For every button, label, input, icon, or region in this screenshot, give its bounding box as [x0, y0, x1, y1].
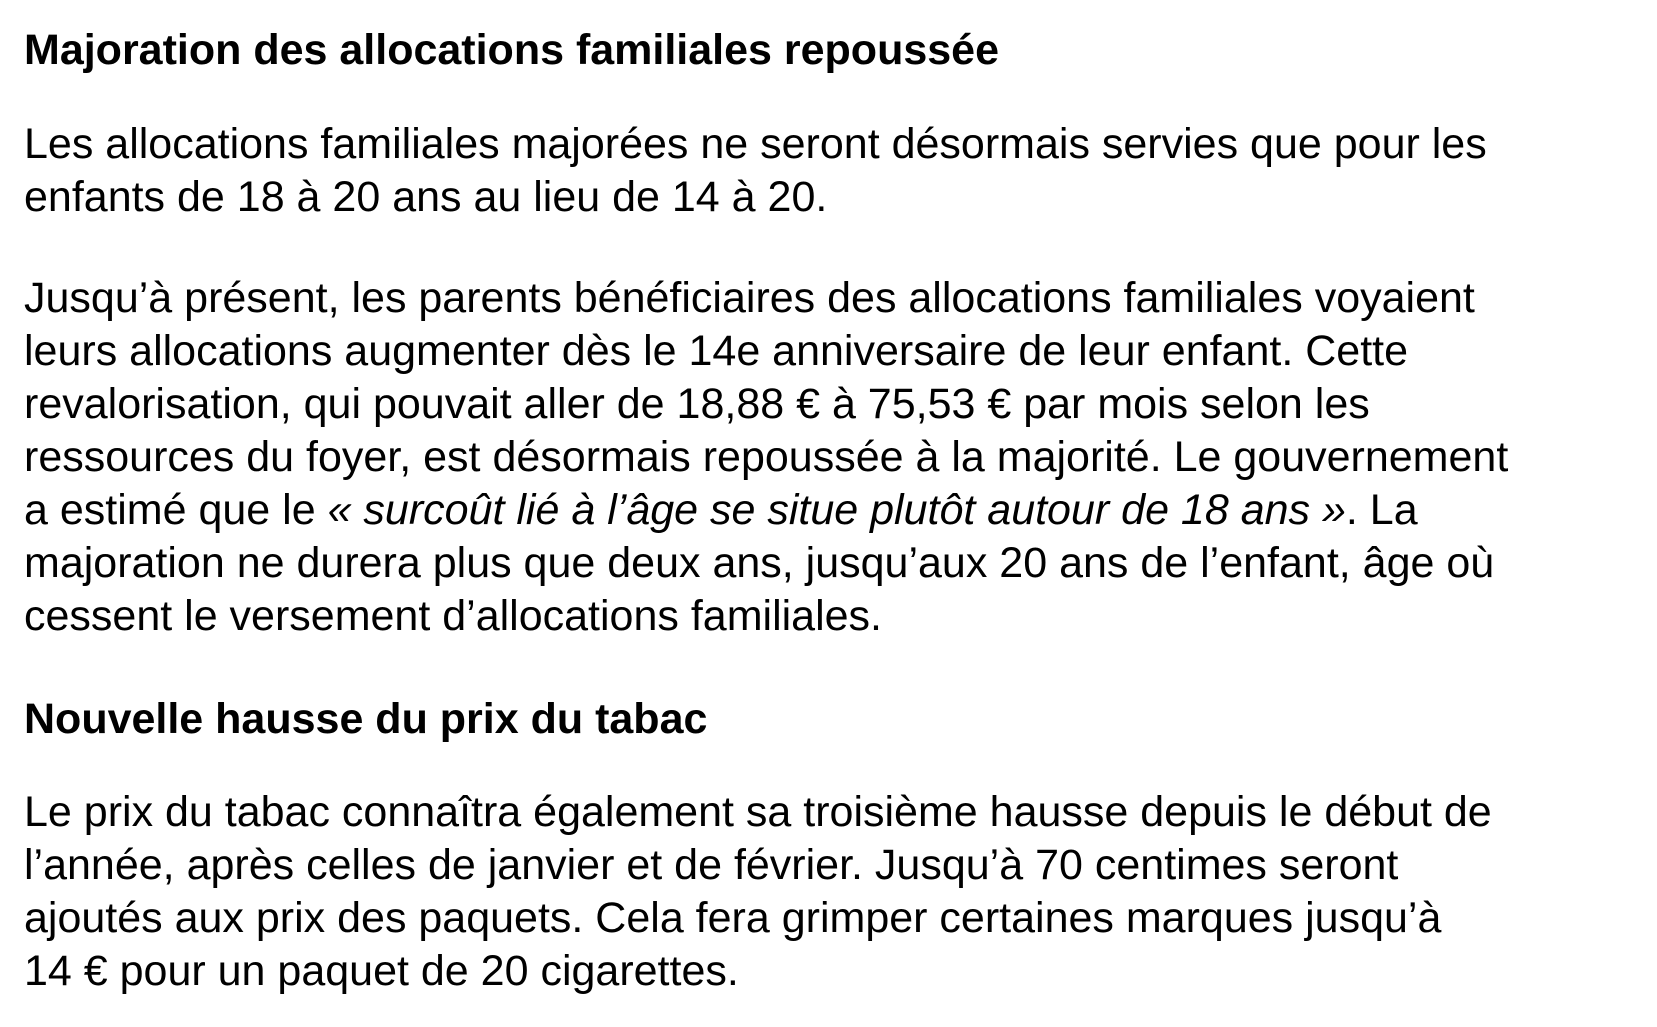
text-line: ressources du foyer, est désormais repoussée à la majorité. Le gouvernement	[24, 433, 1509, 481]
paragraph-allocations-intro	[24, 118, 1487, 224]
text-line: cessent le versement d’allocations familiales.	[24, 592, 883, 640]
text-line: l’année, après celles de janvier et de février. Jusqu’à 70 centimes seront	[24, 841, 1399, 889]
text-line: revalorisation, qui pouvait aller de 18,88 € à 75,53 € par mois selon les	[24, 380, 1370, 428]
paragraph-tabac	[24, 786, 1492, 998]
paragraph-allocations-details	[24, 272, 1508, 643]
text-line-with-quote	[24, 484, 1508, 537]
text-line: Le prix du tabac connaîtra également sa troisième hausse depuis le début de	[24, 788, 1492, 836]
quote-trail-text: . La	[1345, 486, 1418, 534]
text-line: Jusqu’à présent, les parents bénéficiaires des allocations familiales voyaient	[24, 274, 1475, 322]
text-line: majoration ne durera plus que deux ans, jusqu’aux 20 ans de l’enfant, âge où	[24, 539, 1495, 587]
text-line: enfants de 18 à 20 ans au lieu de 14 à 20.	[24, 173, 828, 221]
text-line: ajoutés aux prix des paquets. Cela fera grimper certaines marques jusqu’à	[24, 894, 1442, 942]
text-line: leurs allocations augmenter dès le 14e anniversaire de leur enfant. Cette	[24, 327, 1408, 375]
quote-lead-text: a estimé que le	[24, 486, 328, 534]
text-line: 14 € pour un paquet de 20 cigarettes.	[24, 947, 739, 995]
section-heading-allocations: Majoration des allocations familiales repoussée	[24, 26, 999, 74]
text-line: Les allocations familiales majorées ne seront désormais servies que pour les	[24, 120, 1487, 168]
section-heading-tabac: Nouvelle hausse du prix du tabac	[24, 695, 708, 743]
government-quote: « surcoût lié à l’âge se situe plutôt autour de 18 ans »	[327, 486, 1346, 534]
